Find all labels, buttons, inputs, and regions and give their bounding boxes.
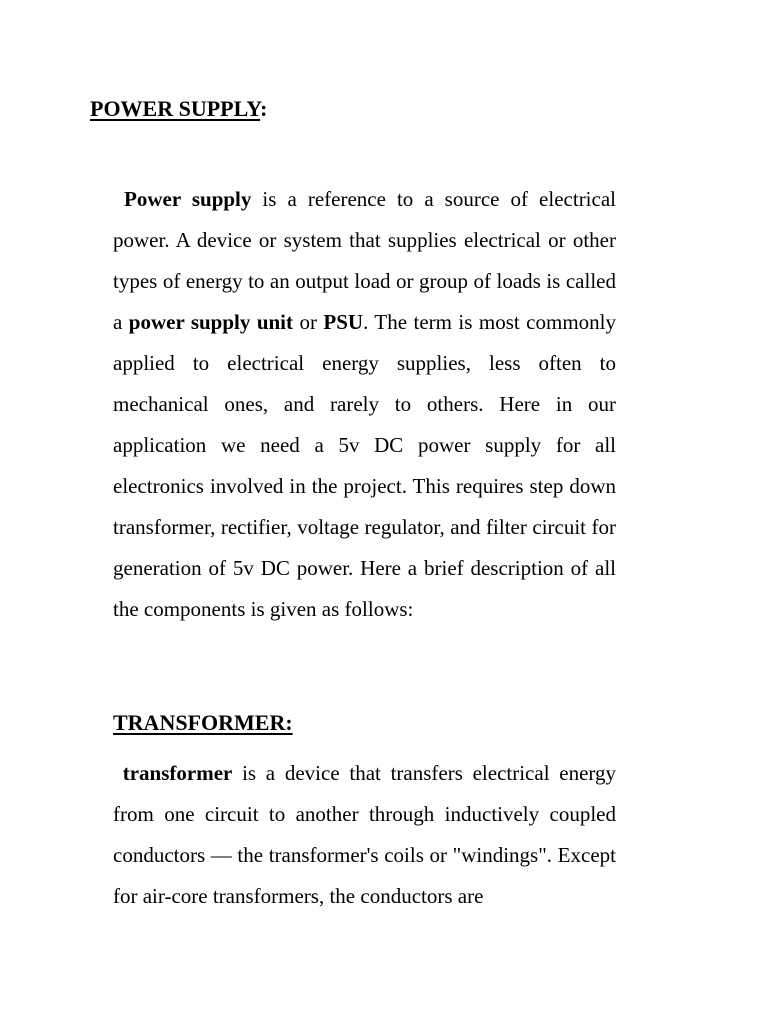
heading-power-supply xyxy=(90,96,267,122)
term-psu: PSU xyxy=(323,310,364,334)
heading-transformer xyxy=(113,710,293,736)
term-transformer: transformer xyxy=(122,761,233,785)
paragraph-transformer xyxy=(113,753,616,917)
heading-power-supply-colon: : xyxy=(260,96,268,121)
term-power-supply-unit: power supply unit xyxy=(128,310,294,334)
paragraph-text: or xyxy=(293,310,324,334)
heading-power-supply-text: POWER SUPPLY xyxy=(90,96,261,121)
paragraph-text: is a reference to a source of electrical power. A device or system that supplies electrical or other types of energy to an output load or group of loads is called a xyxy=(113,187,616,334)
term-power-supply: Power supply xyxy=(124,187,252,211)
paragraph-text: . The term is most commonly applied to electrical energy supplies, less often to mechanical ones, and rarely to others. Here in our application we need a 5v DC power supply for all electronics involved in the project. This requires step down transformer, rectifier, voltage regulator, and filter circuit for generation of 5v DC power. Here a brief description of all the components is given as follows: xyxy=(113,310,616,621)
paragraph-power-supply xyxy=(113,179,616,630)
heading-transformer-text: TRANSFORMER: xyxy=(113,710,293,735)
paragraph-text: is a device that transfers electrical energy from one circuit to another through inductively coupled conductors — the transformer's coils or "windings". Except for air-core transformers, the conductors are xyxy=(113,761,617,908)
